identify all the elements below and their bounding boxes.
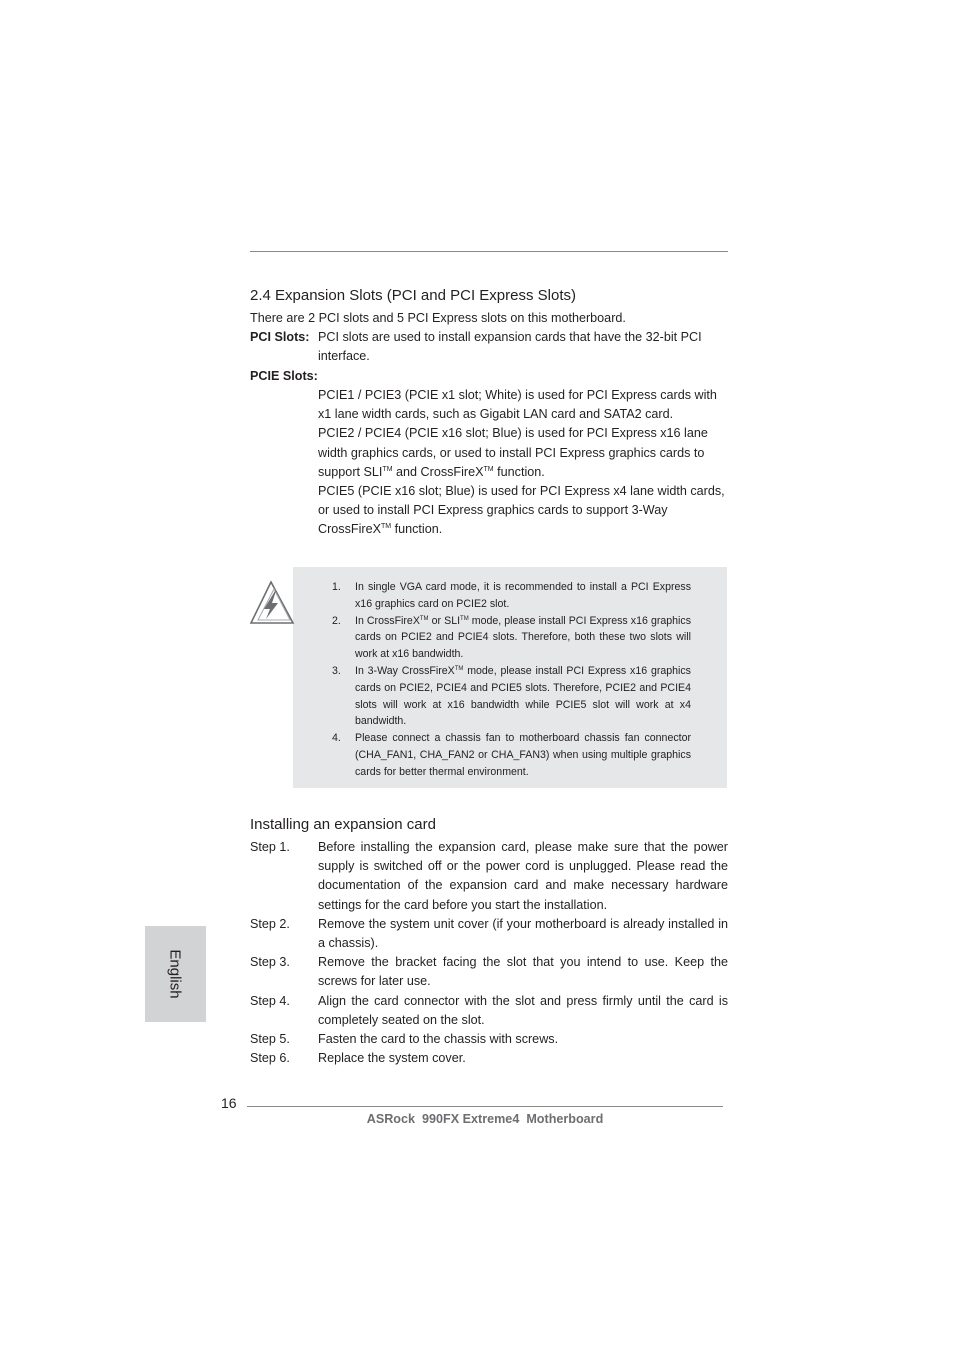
install-step: Step 1. Before installing the expansion card, please make sure that the power supply is switched off or the power cord is unplugged. Please read the documentation of the expansion card and make necessary hardware settings for the card before you start the installation. — [250, 840, 728, 912]
header-rule — [250, 251, 728, 252]
pcie5-text: PCIE5 (PCIE x16 slot; Blue) is used for PCI Express x4 lane width cards, or used to install PCI Express graphics cards to support 3-Way CrossFireX™ function. — [318, 484, 725, 537]
install-step: Step 5. Fasten the card to the chassis with screws. — [250, 1032, 559, 1047]
install-step: Step 4. Align the card connector with the slot and press firmly until the card is completely seated on the slot. — [250, 993, 728, 1027]
note-item: 3. In 3-Way CrossFireX™ mode, please install PCI Express x16 graphics cards on PCIE2, PCIE4 and PCIE5 slots. Therefore, PCIE2 and PCIE4 slots will work at x16 bandwidth while PCIE5 slot will work at x4 bandwidth. — [332, 664, 691, 728]
install-steps — [250, 838, 728, 1068]
pcie-slots-label: PCIE Slots: — [250, 369, 318, 383]
pcie-slots-description — [318, 386, 728, 540]
pcie1-text: PCIE1 / PCIE3 (PCIE x1 slot; White) is used for PCI Express cards with x1 lane width cards, such as Gigabit LAN card and SATA2 card. — [318, 388, 717, 422]
note-item: 4. Please connect a chassis fan to motherboard chassis fan connector (CHA_FAN1, CHA_FAN2 or CHA_FAN3) when using multiple graphics cards for better thermal environment. — [332, 732, 691, 778]
install-step: Step 2. Remove the system unit cover (if your motherboard is already installed in a chassis). — [250, 916, 728, 951]
pci-slots-text: PCI slots are used to install expansion cards that have the 32-bit PCI interface. — [318, 330, 702, 364]
install-step: Step 6. Replace the system cover. — [250, 1051, 466, 1066]
note-item: 2. In CrossFireX™ or SLI™ mode, please install PCI Express x16 graphics cards on PCIE2 and PCIE4 slots. Therefore, both these two slots will work at x16 bandwidth. — [332, 614, 691, 661]
install-title: Installing an expansion card — [250, 816, 436, 833]
caution-note-list — [329, 579, 691, 781]
pci-slots-label: PCI Slots: — [250, 330, 310, 344]
section-title: 2.4 Expansion Slots (PCI and PCI Express Slots) — [250, 287, 576, 304]
pcie2-text: PCIE2 / PCIE4 (PCIE x16 slot; Blue) is used for PCI Express x16 lane width graphics cards, or used to install PCI Express graphics cards to support SLI™ and CrossFireX™ function. — [318, 426, 708, 479]
install-step: Step 3. Remove the bracket facing the slot that you intend to use. Keep the screws for later use. — [250, 955, 728, 989]
page-number: 16 — [221, 1095, 237, 1111]
footer-rule — [247, 1106, 723, 1107]
note-item: 1. In single VGA card mode, it is recommended to install a PCI Express x16 graphics card on PCIE2 slot. — [332, 581, 691, 610]
section-intro: There are 2 PCI slots and 5 PCI Express slots on this motherboard. — [250, 311, 626, 325]
language-side-tab-label: English — [166, 949, 184, 999]
footer-title: ASRock 990FX Extreme4 Motherboard — [366, 1112, 604, 1126]
warning-icon — [249, 579, 295, 625]
